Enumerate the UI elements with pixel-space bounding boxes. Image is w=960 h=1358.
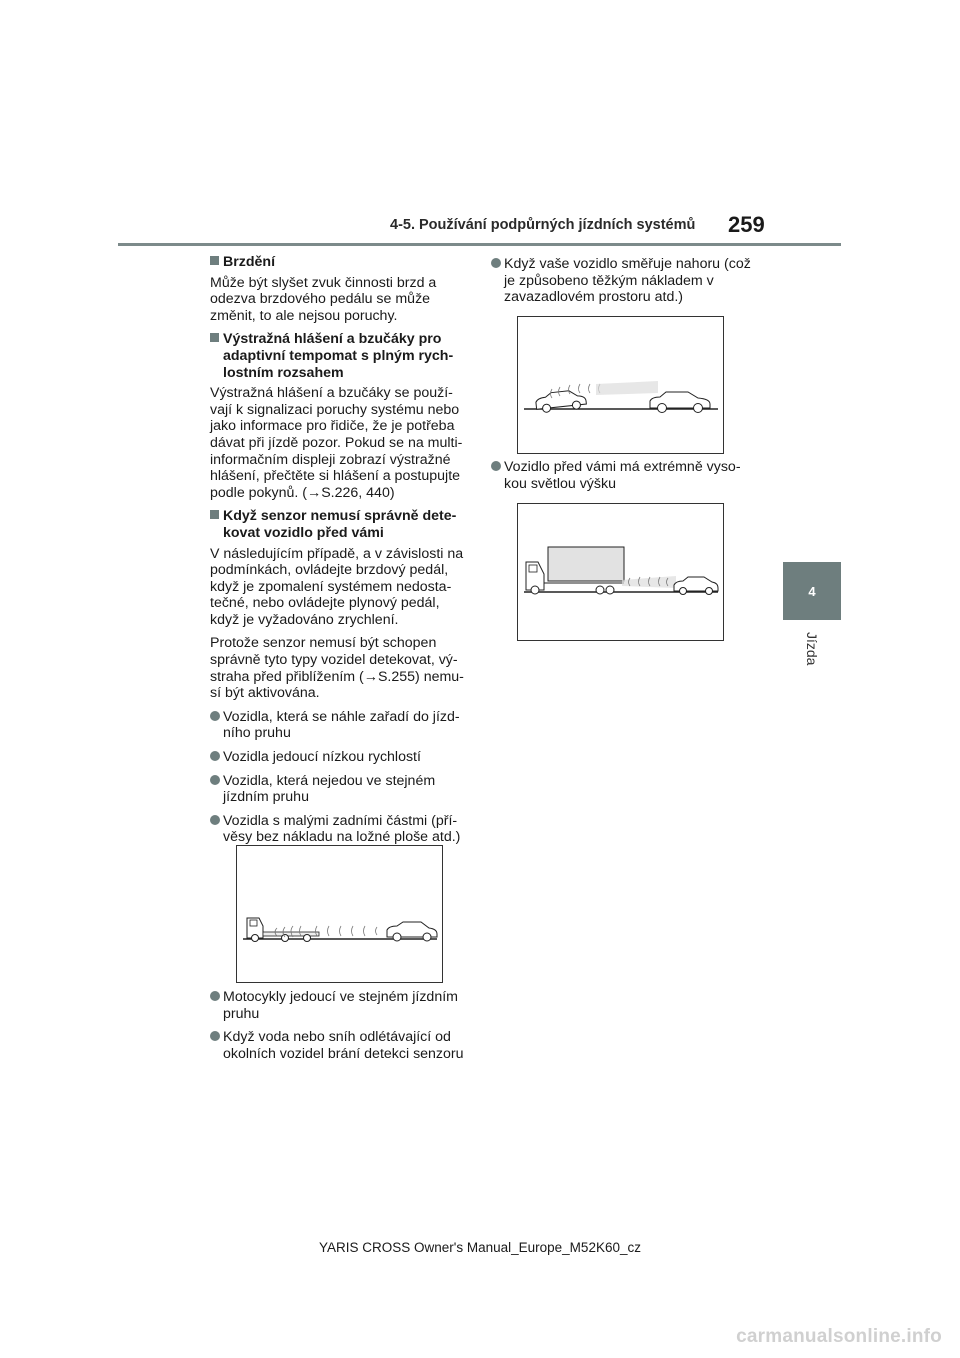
square-bullet-icon [210,510,219,519]
chapter-label: Jízda [804,632,820,666]
alerts-heading: Výstražná hlášení a bzučáky pro adaptivní tempomat s plným rych-lostním rozsahem [210,331,470,381]
sensor-text-2: Protože senzor nemusí být schopen správně tyto typy vozidel detekovat, vý-straha před přiblížením (→S.255) nemu-sí být aktivována. [210,635,464,702]
left-column-bottom [210,989,470,1069]
circle-bullet-icon [210,815,220,825]
right-column-top [491,256,751,313]
circle-bullet-icon [210,991,220,1001]
trailer-drawing [237,846,442,982]
tilted-car-drawing [518,317,723,453]
list-item: Vozidla, která se náhle zařadí do jízd-ního pruhu [210,709,470,742]
list-item: Vozidla jedoucí nízkou rychlostí [210,749,470,766]
circle-bullet-icon [210,711,220,721]
list-item: Vozidla, která nejedou ve stejném jízdním pruhu [210,773,470,806]
footer-manual-id: YARIS CROSS Owner's Manual_Europe_M52K60_cz [319,1240,641,1255]
braking-text: Může být slyšet zvuk činnosti brzd a odezva brzdového pedálu se může změnit, to ale nejsou poruchy. [210,274,437,324]
list-item: Když vaše vozidlo směřuje nahoru (což je způsobeno těžkým nákladem v zavazadlovém prostoru atd.) [491,256,751,306]
list-item: Vozidlo před vámi má extrémně vyso-kou světlou výšku [491,459,751,492]
right-column-middle [491,459,751,499]
circle-bullet-icon [210,751,220,761]
alerts-text: Výstražná hlášení a bzučáky se použí-vají k signalizaci poruchy systému nebo jako informace pro řidiče, že je potřeba dávat při jízdě pozor. Pokud se na multi-informačním displeji zobrazí výstražné hlášení, přečtěte si hlášení a postupujte podle pokynů. (→S.226, 440) [210,385,463,501]
circle-bullet-icon [210,775,220,785]
figure-trailer-illustration [236,845,443,983]
section-title: 4-5. Používání podpůrných jízdních systémů [390,217,696,233]
figure-high-truck-illustration [517,503,724,641]
sensor-heading: Když senzor nemusí správně dete-kovat vozidlo před vámi [210,508,470,541]
left-column [210,254,470,853]
page-number: 259 [728,212,765,237]
circle-bullet-icon [491,461,501,471]
list-item: Motocykly jedoucí ve stejném jízdním pruhu [210,989,470,1022]
chapter-number: 4 [808,583,816,599]
circle-bullet-icon [491,258,501,268]
square-bullet-icon [210,333,219,342]
braking-heading: Brzdění [210,254,470,271]
sensor-text-1: V následujícím případě, a v závislosti na podmínkách, ovládejte brzdový pedál, když je zpomalení systémem nedosta-tečné, nebo ovládejte plynový pedál, když je vyžadováno zrychlení. [210,545,464,628]
list-item: Vozidla s malými zadními částmi (pří-věsy bez nákladu na ložné ploše atd.) [210,813,470,846]
circle-bullet-icon [210,1031,220,1041]
header-rule [118,243,841,246]
list-item: Když voda nebo sníh odlétávající od okolních vozidel brání detekci senzoru [210,1029,470,1062]
figure-tilted-car-illustration [517,316,724,454]
high-truck-drawing [518,504,723,640]
watermark: carmanualsonline.info [736,1326,942,1347]
square-bullet-icon [210,256,219,265]
chapter-tab [783,562,841,620]
